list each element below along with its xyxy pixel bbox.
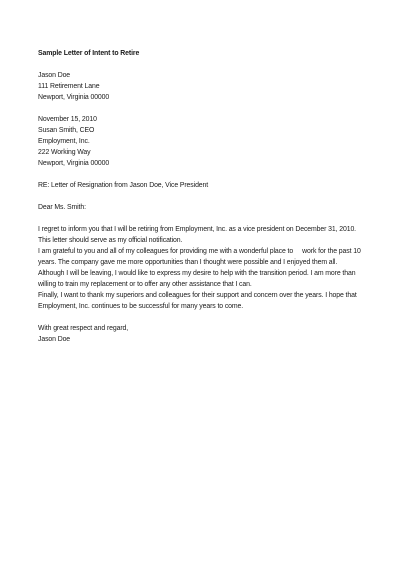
recipient-company: Employment, Inc. (38, 138, 90, 145)
sender-name: Jason Doe (38, 72, 71, 79)
recipient-name: Susan Smith, CEO (38, 127, 95, 134)
body-paragraph-2-line-1: I am grateful to you and all of my colleagues for providing me with a wonderful place to work for the past 10 (38, 248, 361, 255)
salutation-text: Dear Ms. Smith: (38, 204, 86, 211)
body-paragraph-1-line-1: I regret to inform you that I will be retiring from Employment, Inc. as a vice president on December 31, 2010. (38, 226, 356, 233)
letter-body (38, 224, 368, 312)
body-paragraph-2-line-2: years. The company gave me more opportunities than I thought were possible and I enjoyed them all. (38, 259, 338, 266)
sender-street: 111 Retirement Lane (38, 83, 100, 90)
subject-text: RE: Letter of Resignation from Jason Doe, Vice President (38, 182, 209, 189)
recipient-street: 222 Working Way (38, 149, 91, 156)
body-paragraph-3-line-2: willing to train my replacement or to offer any other assistance that I can. (38, 281, 252, 288)
sender-city: Newport, Virginia 00000 (38, 94, 110, 101)
body-paragraph-4-line-1: Finally, I want to thank my superiors and colleagues for their support and concern over the years. I hope that (38, 292, 357, 299)
closing-text: With great respect and regard, (38, 325, 129, 332)
sender-address (38, 70, 368, 103)
letter-page (38, 48, 368, 356)
recipient-address (38, 114, 368, 169)
body-paragraph-4-line-2: Employment, Inc. continues to be successful for many years to come. (38, 303, 244, 310)
body-paragraph-1-line-2: This letter should serve as my official notification. (38, 237, 183, 244)
document-title: Sample Letter of Intent to Retire (38, 50, 140, 57)
body-paragraph-3-line-1: Although I will be leaving, I would like to express my desire to help with the transition period. I am more than (38, 270, 356, 277)
letter-date: November 15, 2010 (38, 116, 97, 123)
salutation (38, 202, 368, 213)
signature-name: Jason Doe (38, 336, 71, 343)
subject-line (38, 180, 368, 191)
recipient-city: Newport, Virginia 00000 (38, 160, 110, 167)
closing-block (38, 323, 368, 345)
